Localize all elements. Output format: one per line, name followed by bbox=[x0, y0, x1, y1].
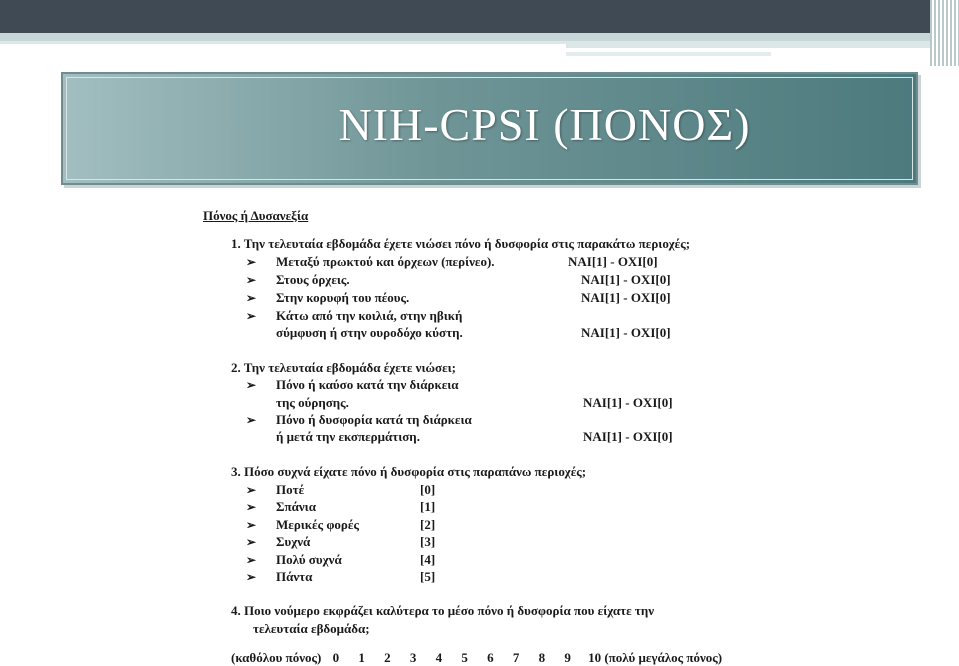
header-vertical-stripes bbox=[930, 0, 959, 66]
q4-scale-right-label: (πολύ μεγάλος πόνος) bbox=[604, 650, 723, 665]
bullet-arrow-icon: ➢ bbox=[246, 483, 257, 497]
bullet-arrow-icon: ➢ bbox=[246, 413, 257, 427]
q4-scale-number: 3 bbox=[409, 650, 417, 665]
bullet-arrow-icon: ➢ bbox=[246, 309, 257, 323]
bullet-arrow-icon: ➢ bbox=[246, 291, 257, 305]
bullet-arrow-icon: ➢ bbox=[246, 378, 257, 392]
q4-scale-number: 10 bbox=[588, 650, 602, 665]
header-bar-dark bbox=[0, 0, 930, 33]
q1-item-answer: ΝΑΙ[1] - ΟΧΙ[0] bbox=[581, 325, 671, 340]
q2-item-answer: ΝΑΙ[1] - ΟΧΙ[0] bbox=[583, 429, 673, 444]
q3-option-value: [3] bbox=[420, 534, 436, 549]
q2-item-label: Πόνο ή καύσο κατά την διάρκεια bbox=[276, 377, 459, 392]
q1-item-answer: ΝΑΙ[1] - ΟΧΙ[0] bbox=[568, 254, 658, 269]
q4-scale-number: 8 bbox=[538, 650, 546, 665]
header-accent-stripe-right bbox=[566, 41, 930, 48]
q3-option-value: [2] bbox=[420, 517, 436, 532]
q4-scale-left-label: (καθόλου πόνος) bbox=[231, 650, 322, 665]
q4-scale-number: 2 bbox=[384, 650, 391, 665]
q4-scale-number: 7 bbox=[512, 650, 520, 665]
header-bar bbox=[0, 0, 959, 33]
q4-scale-number: 1 bbox=[358, 650, 365, 665]
q4-text: 4. Ποιο νούμερο εκφράζει καλύτερα το μέσο πόνο ή δυσφορία που είχατε την bbox=[231, 603, 655, 618]
q3-option-value: [1] bbox=[420, 499, 436, 514]
bullet-arrow-icon: ➢ bbox=[246, 500, 257, 514]
q2-item-answer: ΝΑΙ[1] - ΟΧΙ[0] bbox=[583, 395, 673, 410]
q1-item-label: Στους όρχεις. bbox=[276, 272, 350, 287]
q2-text: 2. Την τελευταία εβδομάδα έχετε νιώσει; bbox=[231, 360, 456, 375]
q2-item-label: Πόνο ή δυσφορία κατά τη διάρκεια bbox=[276, 412, 472, 427]
q1-item-label: Στην κορυφή του πέους. bbox=[276, 290, 410, 305]
q3-option-value: [5] bbox=[420, 569, 436, 584]
q3-option-value: [0] bbox=[420, 482, 436, 497]
page-title: NIH-CPSI (ΠΟΝΟΣ) bbox=[338, 99, 751, 150]
header-accent-stripe bbox=[0, 33, 930, 41]
q1-item-answer: ΝΑΙ[1] - ΟΧΙ[0] bbox=[581, 272, 671, 287]
q3-option-label: Πάντα bbox=[276, 569, 313, 584]
q1-item-label: Κάτω από την κοιλιά, στην ηβική bbox=[276, 308, 463, 323]
q4-scale-number: 6 bbox=[487, 650, 494, 665]
q4-scale-number: 9 bbox=[564, 650, 571, 665]
q3-option-label: Σπάνια bbox=[276, 499, 316, 514]
q3-option-label: Μερικές φορές bbox=[276, 517, 359, 532]
title-banner bbox=[61, 72, 918, 185]
q1-item-answer: ΝΑΙ[1] - ΟΧΙ[0] bbox=[581, 290, 671, 305]
q4-scale-number: 5 bbox=[461, 650, 468, 665]
q4-scale-number: 0 bbox=[332, 650, 340, 665]
header-accent-stripe-right-2 bbox=[566, 52, 771, 56]
bullet-arrow-icon: ➢ bbox=[246, 553, 257, 567]
q4-scale-number: 4 bbox=[435, 650, 443, 665]
bullet-arrow-icon: ➢ bbox=[246, 570, 257, 584]
q2-item-label-cont: της ούρησης. bbox=[276, 395, 349, 410]
q3-option-label: Πολύ συχνά bbox=[276, 552, 342, 567]
q3-option-value: [4] bbox=[420, 552, 436, 567]
q4-text-cont: τελευταία εβδομάδα; bbox=[253, 621, 370, 636]
q1-item-label-cont: σύμφυση ή στην ουροδόχο κύστη. bbox=[276, 325, 463, 340]
bullet-arrow-icon: ➢ bbox=[246, 273, 257, 287]
q3-option-label: Συχνά bbox=[276, 534, 311, 549]
bullet-arrow-icon: ➢ bbox=[246, 518, 257, 532]
bullet-arrow-icon: ➢ bbox=[246, 255, 257, 269]
q1-text: 1. Την τελευταία εβδομάδα έχετε νιώσει πόνο ή δυσφορία στις παρακάτω περιοχές; bbox=[231, 236, 691, 251]
header-accent-stripe-left bbox=[0, 41, 566, 44]
bullet-arrow-icon: ➢ bbox=[246, 535, 257, 549]
section-heading: Πόνος ή Δυσανεξία bbox=[203, 208, 309, 223]
q3-option-label: Ποτέ bbox=[276, 482, 305, 497]
q2-item-label-cont: ή μετά την εκσπερμάτιση. bbox=[276, 429, 420, 444]
q4-scale bbox=[231, 650, 722, 666]
q3-text: 3. Πόσο συχνά είχατε πόνο ή δυσφορία στις παραπάνω περιοχές; bbox=[231, 464, 587, 479]
q1-item-label: Μεταξύ πρωκτού και όρχεων (περίνεο). bbox=[276, 254, 495, 269]
